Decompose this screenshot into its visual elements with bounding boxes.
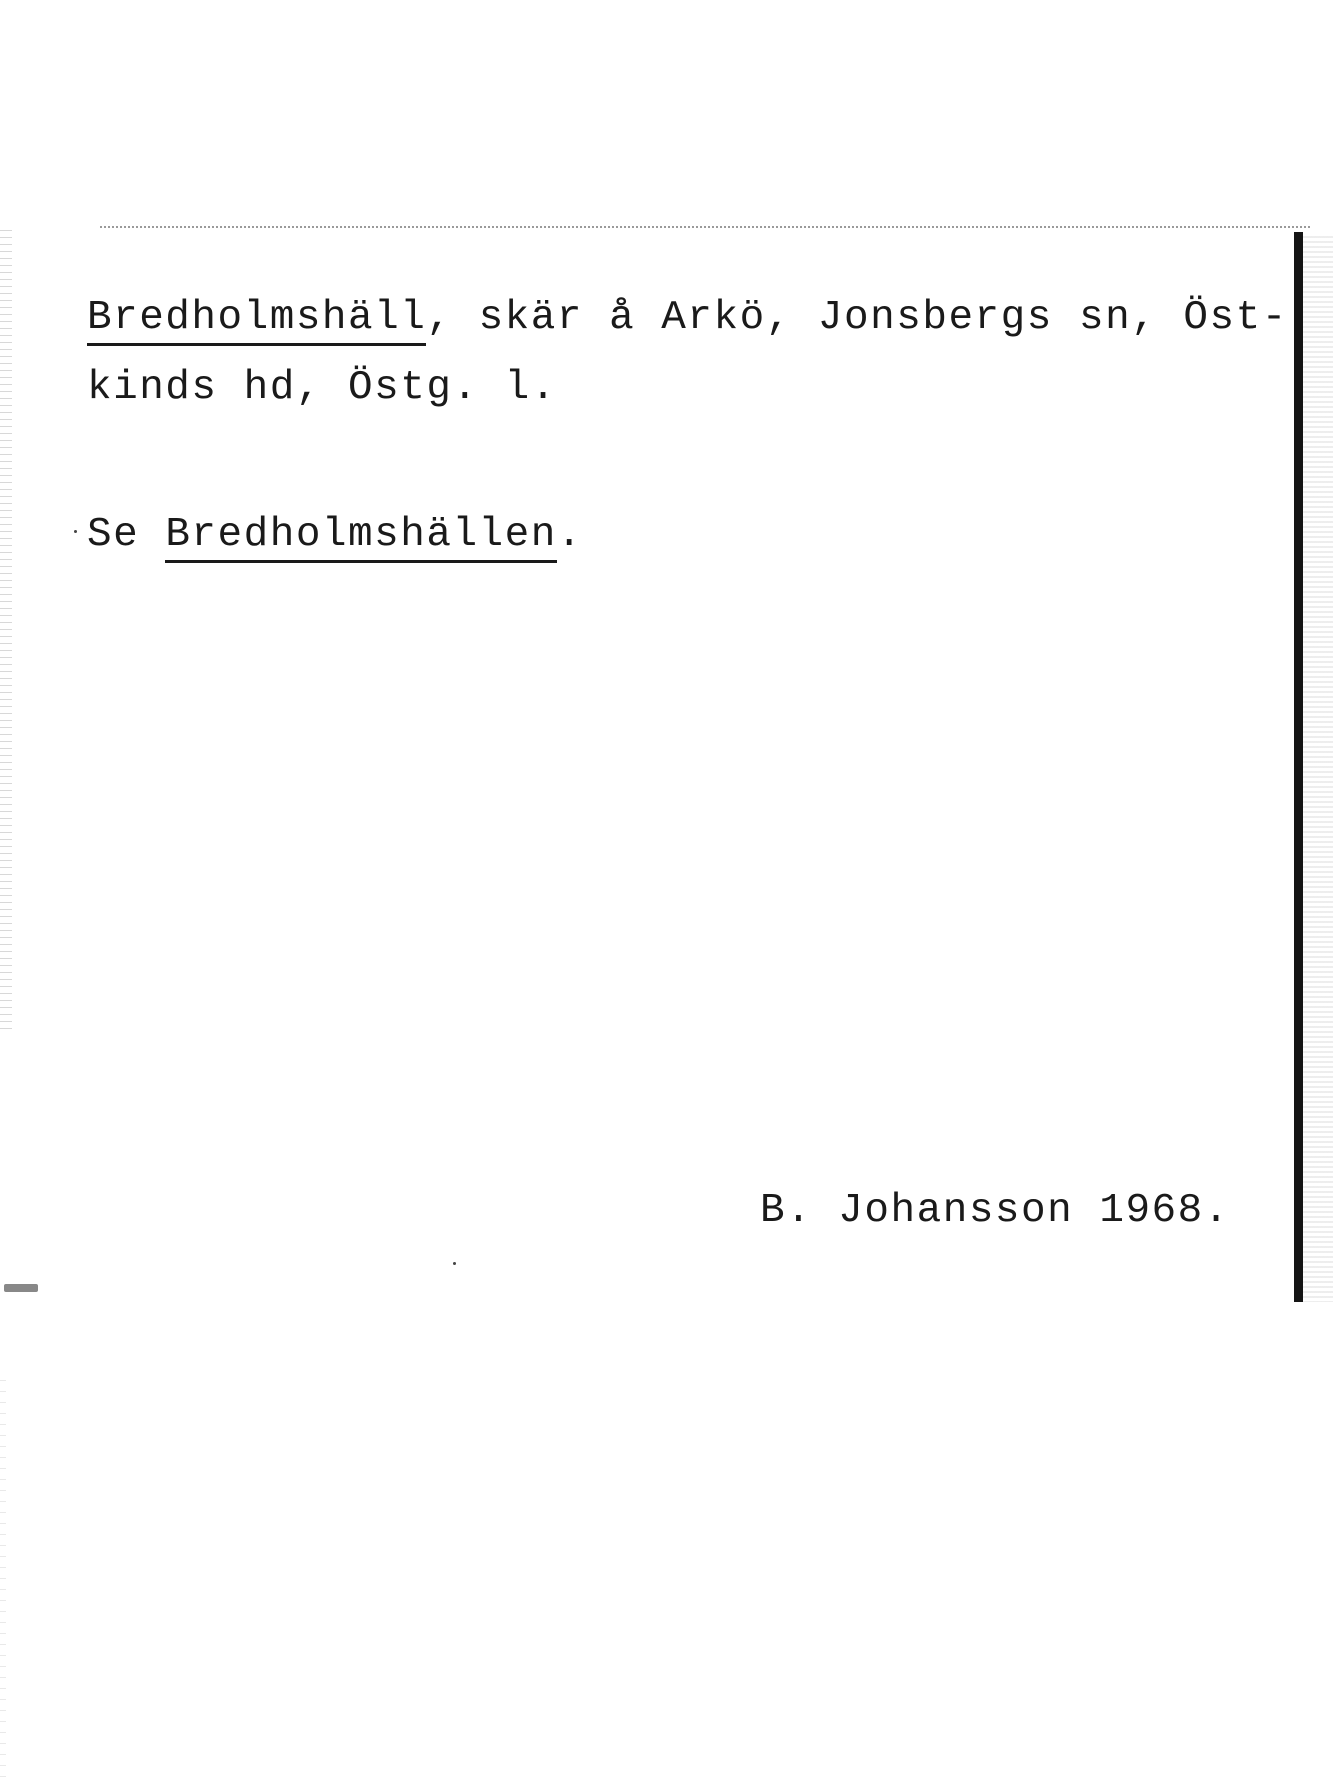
scan-mark xyxy=(4,1284,38,1292)
card-right-edge xyxy=(1294,232,1303,1302)
see-target: Bredholmshällen xyxy=(165,512,557,563)
scan-margin-left xyxy=(0,230,12,1030)
card-right-shadow xyxy=(1303,236,1333,1302)
see-prefix: Se xyxy=(87,512,166,558)
entry-line-2: kinds hd, Östg. l. xyxy=(87,365,557,411)
see-suffix: . xyxy=(556,512,583,558)
scan-margin-left-lower xyxy=(0,1380,6,1780)
entry-headword: Bredholmshäll xyxy=(87,295,426,346)
card-top-edge xyxy=(100,226,1310,228)
entry-line-1 xyxy=(87,293,1288,343)
stray-dot xyxy=(453,1262,456,1265)
entry-line-1-rest: , skär å Arkö, Jonsbergs sn, Öst- xyxy=(426,295,1288,341)
signature: B. Johansson 1968. xyxy=(760,1188,1230,1234)
stray-dot xyxy=(74,530,77,533)
see-reference xyxy=(87,510,583,560)
